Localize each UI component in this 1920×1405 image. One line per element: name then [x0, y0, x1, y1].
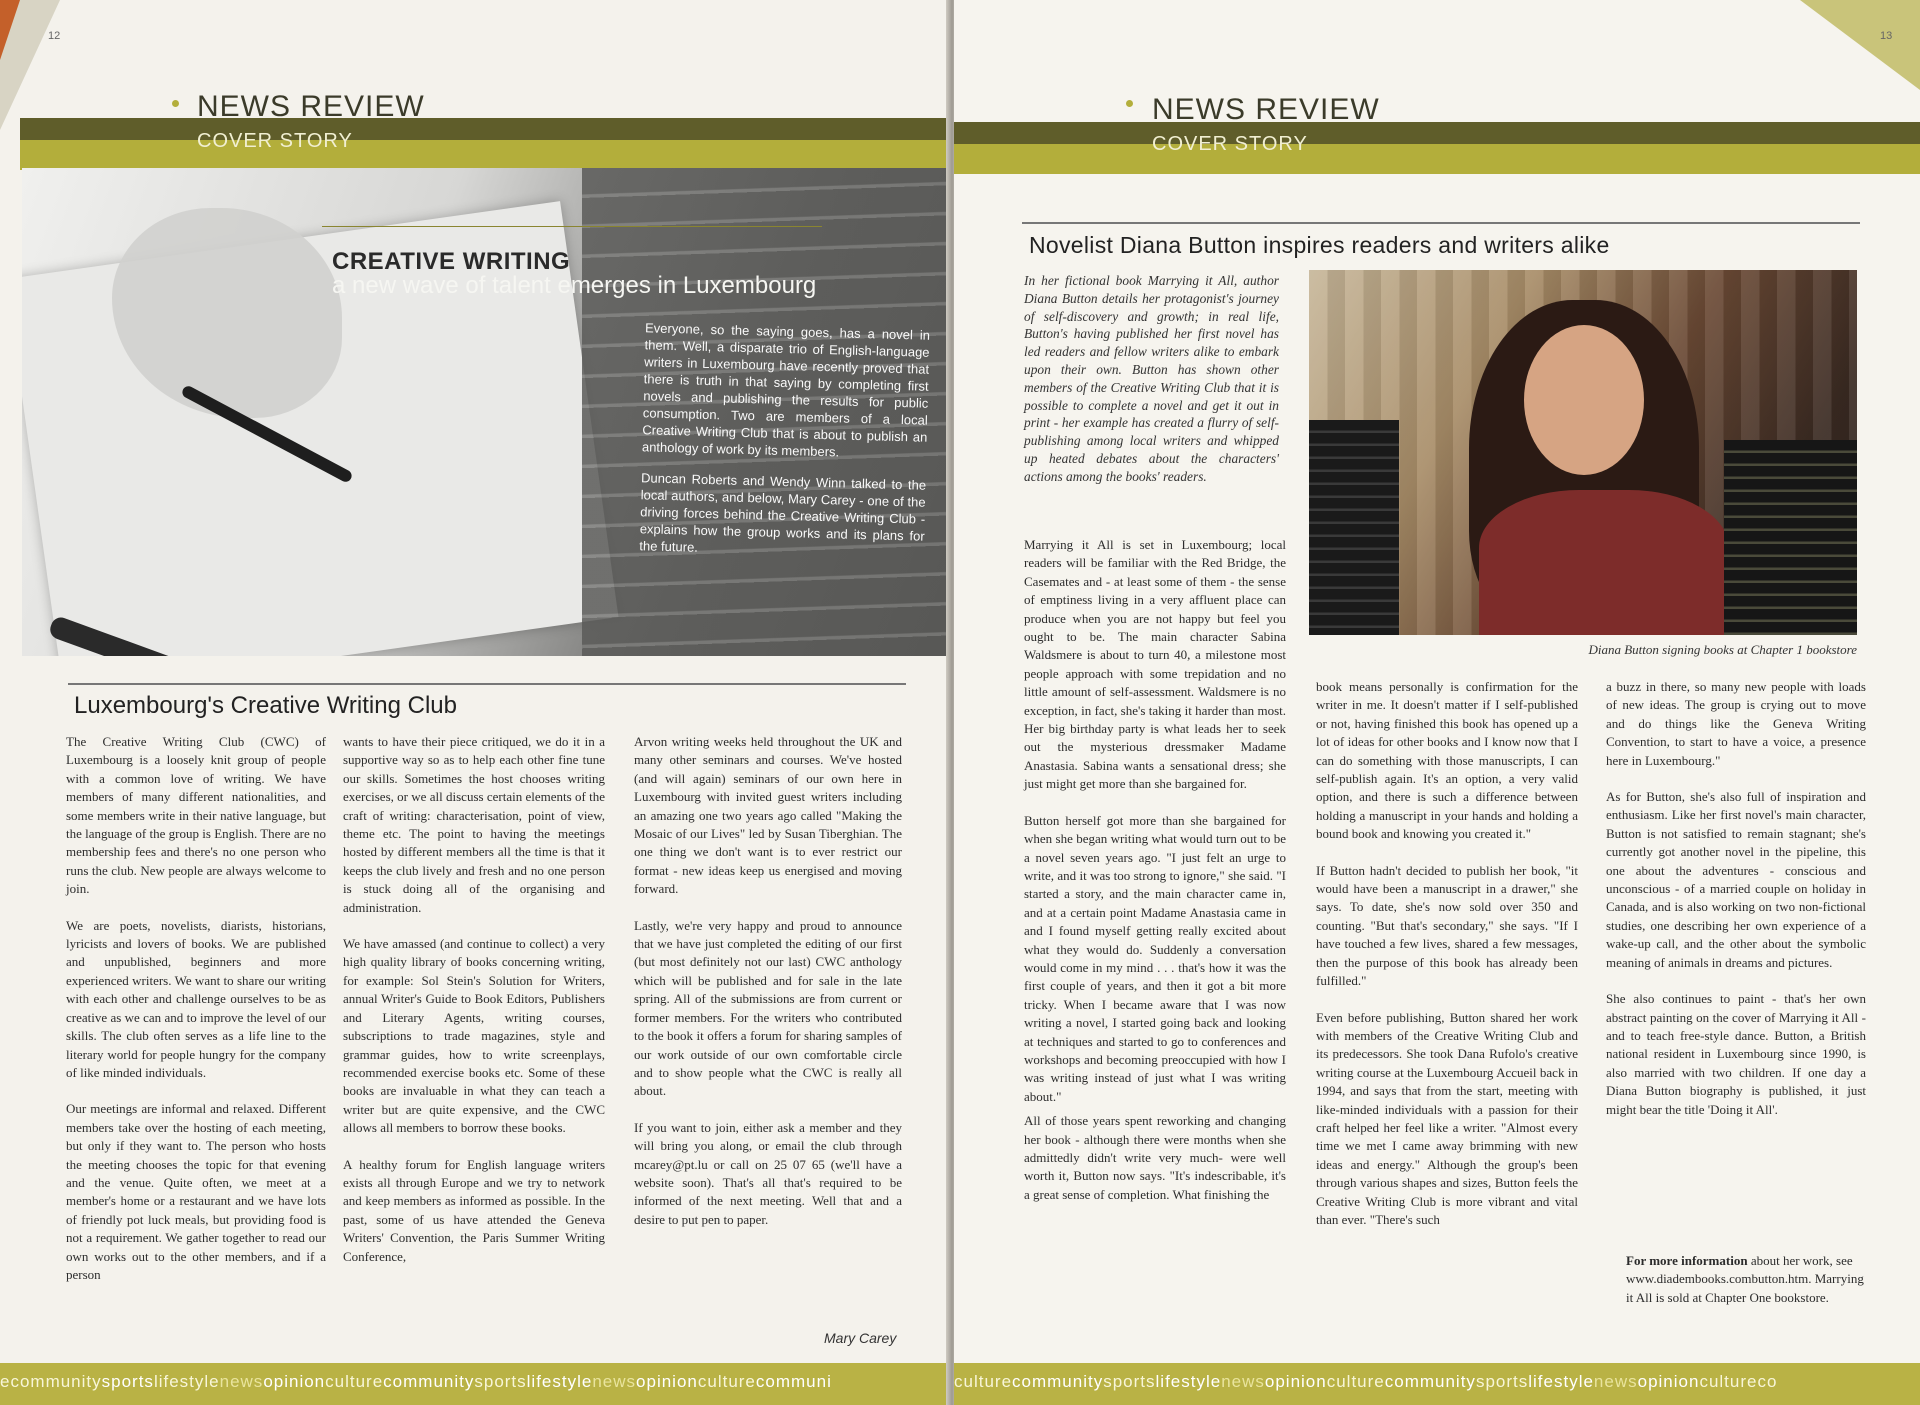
author-photo: [1309, 270, 1857, 635]
paragraph: Marrying it All is set in Luxembourg; local readers will be familiar with the Red Bridge, the Casemates and - at least some of them - the sense of emptiness living in a very affluent place can produce when you are not happy but feel you ought to be. The main character Sabina Waldsmere is about to turn 40, a milestone most people approach with some trepidation and no little amount of self-assessment. Waldsmere is no exception, in fact, she's taking it harder than most. Her big birthday party is what leads her to seek out the mysterious dressmaker Madame Anastasia. Sabina wants a sensational dress; she just might get more than she bargained for.: [1024, 537, 1286, 792]
section-header-title: NEWS REVIEW: [197, 90, 425, 123]
more-info-label: For more information: [1626, 1253, 1748, 1268]
footer-word: sports: [474, 1372, 527, 1391]
right-page: [954, 0, 1920, 1405]
footer-word: sports: [1103, 1372, 1156, 1391]
paragraph: Even before publishing, Button shared her work with members of the Creative Writing Club and its predecessors. She took Dana Rufolo's creative writing course at the Luxembourg Accueil back in 1994, and says that from the start, meeting with like-minded individuals with a passion for their craft helped her feel like a writer. "Almost every time we met I came away brimming with new ideas and energy." Although the group's been through various shapes and sizes, Button feels the Creative Writing Club is more vibrant and vital than ever. "There's such: [1316, 1009, 1578, 1227]
footer-word: community: [1384, 1372, 1476, 1391]
footer-word: sports: [1475, 1372, 1529, 1391]
paragraph: wants to have their piece critiqued, we do it in a supportive way so as to help each other fine tune our skills. Sometimes the host chooses writing exercises, or we all discuss certain elements of the craft of writing: characterisation, point of view, theme etc. The point to having the meetings hosted by different members all the time is that it keeps the club lively and fresh and no one person is stuck doing all of the organising and administration.: [343, 734, 605, 915]
footer-word: sports: [101, 1372, 154, 1391]
article-column-1: [66, 733, 326, 1302]
section-rule: [1022, 222, 1860, 224]
hero-intro-paragraph: Duncan Roberts and Wendy Winn talked to the local authors, and below, Mary Carey - one of the driving forces behind the Creative Writing Club - explains how the group works and its plans for the future.: [639, 470, 927, 555]
article-column-3: [1606, 678, 1866, 1137]
footer-word: community: [383, 1372, 475, 1391]
book-stack-left-graphic: [1309, 420, 1399, 635]
hero-rule: [322, 226, 822, 227]
footer-word: news: [1593, 1372, 1638, 1391]
footer-word: news: [219, 1372, 264, 1391]
paragraph: If you want to join, either ask a member and they will bring you along, or email the club through mcarey@pt.lu or call on 25 07 65 (we'll have a website soon). That's all that's required to be informed of the next meeting. Well that and a desire to put pen to paper.: [634, 1119, 902, 1227]
paragraph: book means personally is confirmation for the writer in me. It doesn't matter if I self-published or not, having finished this book has opened up a lot of ideas for other books and I know now that I can do something with those manuscripts, I can self-publish again. It's an option, a very valid option, and there is such a difference between holding a manuscript in your hands and holding a bound book and knowing you created it.": [1316, 679, 1578, 842]
article-column-2: [343, 733, 605, 1284]
hero-image: [22, 168, 950, 656]
article-intro: In her fictional book Marrying it All, author Diana Button details her protagonist's journey of self-discovery and growth; in real life, Button's having published her first novel has led readers and fellow writers alike to embark upon their own. Button has shown other members of the Creative Writing Club that it is possible to complete a novel and get it out in print - her example has created a flurry of self-publishing among local writers and whipped up heated debates about the characters' actions among the books' readers.: [1024, 273, 1279, 484]
paragraph: Lastly, we're very happy and proud to announce that we have just completed the editing of our first (but most definitely not our last) CWC anthology which will be published and for sale in the late spring. All of the submissions are from current or former members. For the writers who contributed to the book it offers a forum for sharing samples of our work outside of our own comfortable circle and to show people what the CWC is really all about.: [634, 917, 902, 1099]
footer-word: news: [592, 1372, 637, 1391]
footer-word: culture: [697, 1372, 756, 1391]
hero-intro: [639, 319, 930, 575]
footer-word: communi: [755, 1372, 832, 1391]
page-number: 12: [48, 30, 61, 42]
paragraph: A healthy forum for English language writers exists all through Europe and we try to network and keep members as informed as possible. In the past, some of us have attended the Geneva Writers' Convention, the Paris Summer Writing Conference,: [343, 1156, 605, 1264]
article-column-1: [1024, 536, 1286, 1222]
header-bullet-icon: [1126, 100, 1133, 107]
footer-word: cultureco: [1699, 1372, 1778, 1391]
paragraph: a buzz in there, so many new people with loads of new ideas. The group is crying out to move and do things like the Geneva Writing Convention, to start to have a voice, a presence here in Luxembourg.": [1606, 679, 1866, 768]
header-bullet-icon: [172, 100, 179, 107]
section-title: Luxembourg's Creative Writing Club: [74, 692, 457, 719]
footer-word: lifestyle: [1155, 1372, 1222, 1391]
hero-intro-paragraph: Everyone, so the saying goes, has a novel in them. Well, a disparate trio of English-language writers in Luxembourg have recently proved that there is truth in that saying by completing first novels and publishing the results for public consumption. Two are members of a local Creative Writing Club that is about to publish an anthology of work by its members.: [641, 320, 931, 460]
paragraph: If Button hadn't decided to publish her book, "it would have been a manuscript in a drawer," she says. To date, she's now sold over 350 and counting. "But that's secondary," she says. "If I have touched a few lives, shared a few messages, then the purpose of this book has already been fulfilled.": [1316, 862, 1578, 989]
footer-word: culture: [325, 1372, 384, 1391]
more-info-text: about her work, see www.diadembooks.combutton.htm. Marrying it All is sold at Chapter One bookstore.: [1626, 1253, 1864, 1305]
author-signature: Mary Carey: [824, 1330, 897, 1346]
paragraph: We are poets, novelists, diarists, historians, lyricists and lovers of books. We are published and unpublished, beginners and more experienced writers. We want to share our writing with each other and challenge ourselves to be as creative as we can and to improve the level of our skills. The club often serves as a life line to the literary world for people hungry for the company of like minded individuals.: [66, 917, 326, 1080]
footer-word: community: [1012, 1372, 1104, 1391]
hero-kicker: CREATIVE WRITING: [332, 248, 571, 275]
footer-word: lifestyle: [526, 1372, 593, 1391]
page-number: 13: [1880, 30, 1893, 42]
footer-word: opinion: [1264, 1372, 1327, 1391]
footer-word: ecommunity: [0, 1372, 102, 1391]
footer-word: lifestyle: [1528, 1372, 1594, 1391]
section-header-subtitle: COVER STORY: [197, 130, 353, 152]
footer-word: culture: [1326, 1372, 1385, 1391]
section-header-title: NEWS REVIEW: [1152, 93, 1380, 126]
footer-word: opinion: [1637, 1372, 1700, 1391]
paragraph: All of those years spent reworking and changing her book - although there were months when she admittedly didn't write very much- were well worth it, Button now says. "It's indescribable, it's a great sense of completion. What finishing the: [1024, 1113, 1286, 1202]
paragraph: Button herself got more than she bargained for when she began writing what would turn out to be a novel seven years ago. "I just felt an urge to write, and it was too strong to ignore," she said. "I started a story, and the main character came in, and at a certain point Madame Anastasia came in and I found myself getting really excited about what they would do. Suddenly a conversation would come in my mind . . . that's how it was the first couple of years, and then it got a bit more tricky. When I became aware that I was now writing a novel, I started going back and looking at techniques and started to go to conferences and workshops and becoming preoccupied with how I was writing instead of just what I was writing about.": [1024, 812, 1286, 1104]
paragraph: She also continues to paint - that's her own abstract painting on the cover of Marrying it All - and to teach free-style dance. Button, a British national resident in Luxembourg since 1990, is also married with two children. If one day a Diana Button biography is published, it just might bear the title 'Doing it All'.: [1606, 991, 1866, 1117]
header-band-light: [20, 140, 950, 170]
section-rule: [68, 683, 906, 685]
header-band-light: [954, 144, 1920, 174]
footer-word: lifestyle: [153, 1372, 220, 1391]
section-header-subtitle: COVER STORY: [1152, 133, 1308, 155]
hero-headline: a new wave of talent emerges in Luxembourg: [332, 272, 817, 299]
book-stack-right-graphic: [1724, 440, 1857, 635]
footer-word-strip: [954, 1363, 1920, 1405]
person-clothing-graphic: [1479, 490, 1729, 635]
photo-caption: Diana Button signing books at Chapter 1 bookstore: [1588, 642, 1857, 657]
paragraph: As for Button, she's also full of inspiration and enthusiasm. Like her first novel's main character, Button is not satisfied to remain stagnant; she's currently got another novel in the pipeline, this one about the adventures - conscious and unconscious - of a married couple on holiday in Canada, and is also working on two non-fictional studies, one describing her own experience of a wake-up call, and the other about the symbolic meaning of animals in dreams and pictures.: [1606, 789, 1866, 970]
left-page: [0, 0, 950, 1405]
footer-word: culture: [954, 1372, 1013, 1391]
article-column-3: [634, 733, 902, 1247]
footer-word: news: [1221, 1372, 1265, 1391]
footer-word: opinion: [263, 1372, 326, 1391]
footer-word: opinion: [636, 1372, 698, 1391]
more-info-block: [1626, 1252, 1866, 1307]
person-face-graphic: [1524, 325, 1644, 475]
paragraph: Our meetings are informal and relaxed. Different members take over the hosting of each meeting, but only if they want to. The person who hosts the meeting chooses the topic for that evening and the venue. Quite often, we meet at a member's home or a restaurant and we have lots of friendly pot luck meals, but providing food is not a requirement. We gather together to read our own works out to the other members, and if a person: [66, 1101, 326, 1282]
article-column-2: [1316, 678, 1578, 1247]
paragraph: The Creative Writing Club (CWC) of Luxembourg is a loosely knit group of people with a common love of writing. We have members of many different nationalities, and some members write in their native language, but the language of the group is English. There are no membership fees and there's no one person who runs the club. New people are always welcome to join.: [66, 734, 326, 897]
paragraph: Arvon writing weeks held throughout the UK and many other seminars and courses. We've hosted (and will again) seminars of our own here in Luxembourg with invited guest writers including an amazing one two years ago called "Making the Mosaic of our Lives" led by Susan Tiberghian. The one thing we don't want is to ever restrict our format - new ideas keep us energised and moving forward.: [634, 734, 902, 897]
page-corner-decoration: [1800, 0, 1920, 90]
article-headline: Novelist Diana Button inspires readers and writers alike: [1029, 232, 1610, 258]
footer-word-strip: [0, 1363, 950, 1405]
page-corner-accent: [0, 0, 20, 60]
paragraph: We have amassed (and continue to collect) a very high quality library of books concerning writing, for example: Sol Stein's Solution for Writers, annual Writer's Guide to Book Editors, Publishers and Literary Agents, writing courses, subscriptions to trade magazines, style and grammar guides, how to write screenplays, recommended exercise books etc. Some of these books are invaluable in what they can teach a writer but are quite expensive, and the CWC allows all members to borrow these books.: [343, 936, 605, 1136]
